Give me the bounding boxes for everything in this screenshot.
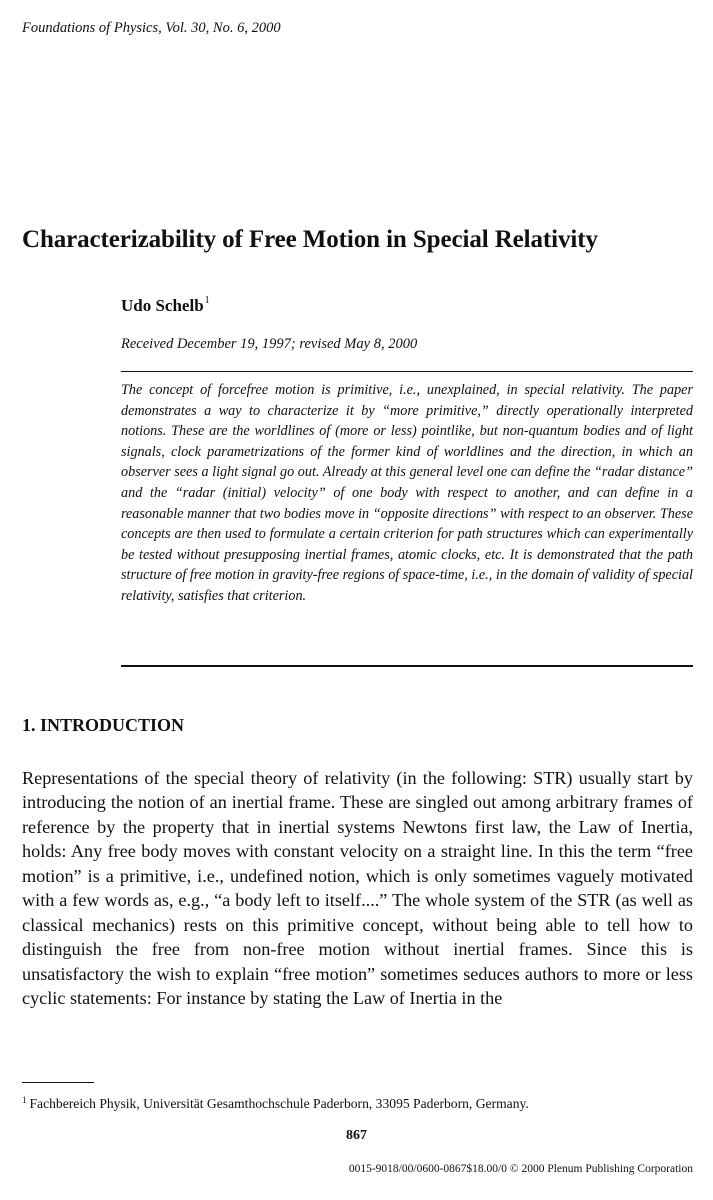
abstract: The concept of forcefree motion is primitive, i.e., unexplained, in special relativity. The paper demonstrates a way to characterize it by “more primitive,” directly operationally interpreted notions. These are the worldlines of (more or less) pointlike, but non-quantum bodies and of light signals, clock parametrizations of the former kind of worldlines and the direction, in which an observer sees a light signal go out. Already at this general level one can define the “radar distance” and the “radar (initial) velocity” of one body with respect to another, and can define in a reasonable manner that two bodies move in “opposite directions” with respect to an observer. These concepts are then used to formulate a certain criterion for path structures which can experimentally be tested without presupposing inertial frames, atomic clocks, etc. It is demonstrated that the path structure of free motion in gravity-free regions of space-time, i.e., in the domain of validity of special relativity, satisfies that criterion.	[121, 382, 693, 604]
author-footnote-mark: 1	[204, 295, 210, 306]
received-date: Received December 19, 1997; revised May 8, 2000	[121, 336, 418, 352]
journal-header: Foundations of Physics, Vol. 30, No. 6, 2000	[22, 20, 281, 36]
abstract-bottom-rule	[121, 665, 693, 667]
paper-title: Characterizability of Free Motion in Special Relativity	[22, 226, 598, 253]
footnote	[22, 1096, 693, 1112]
page-number: 867	[346, 1128, 367, 1143]
author-line	[121, 296, 210, 316]
body-paragraph: Representations of the special theory of relativity (in the following: STR) usually start by introducing the notion of an inertial frame. These are singled out among arbitrary frames of reference by the property that in inertial systems Newtons first law, the Law of Inertia, holds: Any free body moves with constant velocity on a straight line. In this the term “free motion” is a primitive, i.e., undefined notion, which is only sometimes vaguely motivated with a few words as, e.g., “a body left to itself....” The whole system of the STR (as well as classical mechanics) rests on this primitive concept, without being able to tell how to distinguish the free from non-free motion without inertial frames. Since this is unsatisfactory the wish to explain “free motion” sometimes seduces authors to more or less cyclic statements: For instance by stating the Law of Inertia in the	[22, 768, 693, 1009]
section-heading: 1. INTRODUCTION	[22, 715, 185, 735]
footnote-text: Fachbereich Physik, Universität Gesamthochschule Paderborn, 33095 Paderborn, Germany.	[29, 1096, 529, 1111]
author-name: Udo Schelb	[121, 296, 204, 315]
footnote-rule	[22, 1082, 94, 1083]
footnote-mark: 1	[22, 1095, 27, 1105]
abstract-top-rule	[121, 371, 693, 372]
copyright-line: 0015-9018/00/0600-0867$18.00/0 © 2000 Plenum Publishing Corporation	[348, 1163, 693, 1175]
